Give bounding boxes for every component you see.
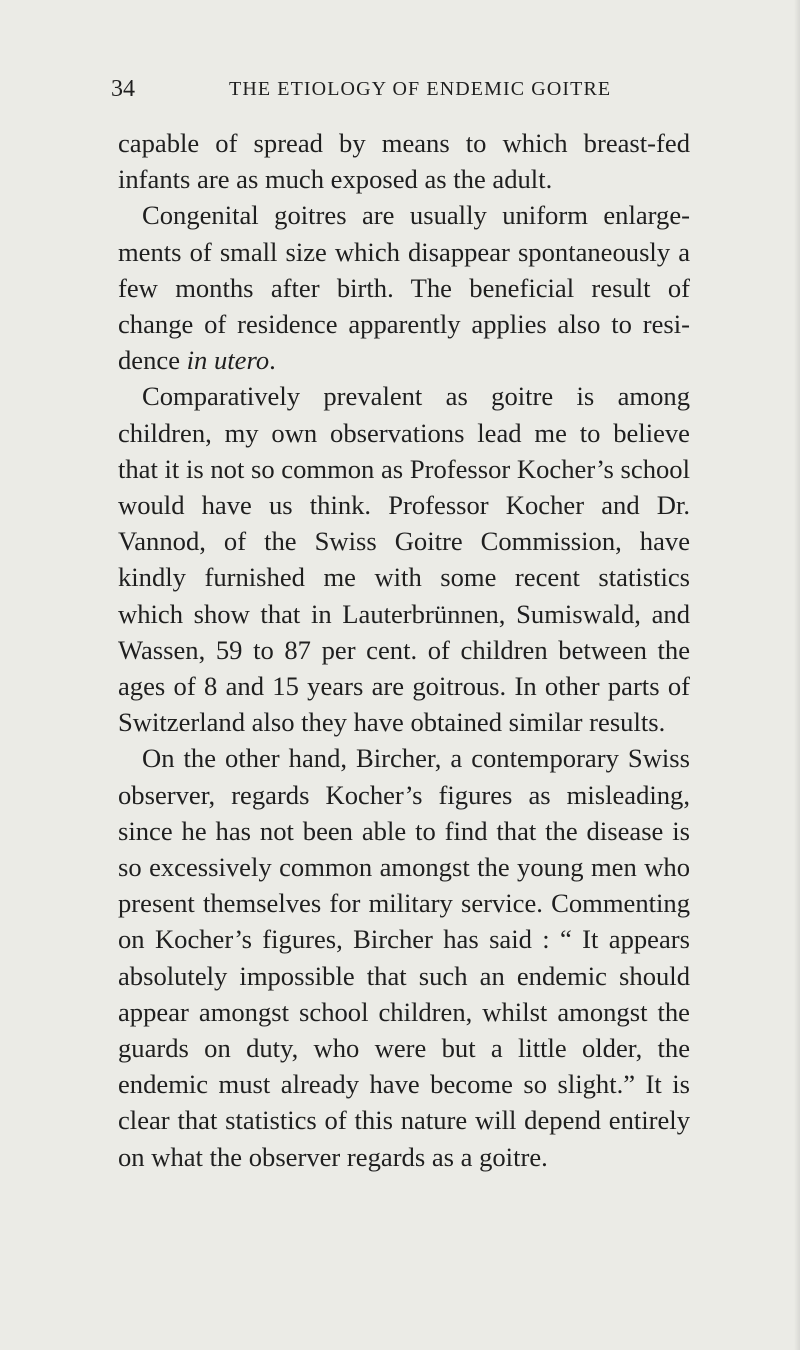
page-number: 34 — [111, 76, 135, 102]
paragraph-3: Comparatively prevalent as goitre is among children, my own observations lead me to believe that it is not so common as Professor Kocher’s school would have us think. Professor Kocher and Dr. Vannod, of the Swiss Goitre Commission, have kindly furnished me with some recent statistics which show that in Lauterbrünnen, Sumiswald, and Wassen, 59 to 87 per cent. of children between the ages of 8 and 15 years are goitrous. In other parts of Switzerland also they have obtained similar results. — [118, 381, 690, 738]
running-title: THE ETIOLOGY OF ENDEMIC GOITRE — [229, 78, 612, 100]
page-edge-shadow — [794, 0, 800, 1350]
paragraph-1: capable of spread by means to which breast-fed infants are as much exposed as the adult. — [118, 128, 690, 195]
page-header — [111, 76, 691, 110]
paragraph-4: On the other hand, Bircher, a contemporary Swiss observer, regards Kocher’s figures as misleading, since he has not been able to find that the disease is so excessively common amongst the young men who present themselves for military service. Commenting on Kocher’s figures, Bircher has said : “ It appears absolutely impossible that such an endemic should appear amongst school children, whilst amongst the guards on duty, who were but a little older, the endemic must already have become so slight.” It is clear that statistics of this nature will depend entirely on what the observer regards as a goitre. — [118, 743, 690, 1172]
paragraph-2 — [118, 197, 690, 378]
paragraph-2-end: . — [269, 345, 276, 376]
paragraph-2-text: Congenital goitres are usually uniform enlargements of small size which disappear spontaneously a few months after birth. The beneficial result of change of residence apparently applies also to residence — [118, 200, 690, 376]
body-text — [118, 125, 690, 1175]
italic-phrase: in utero — [186, 345, 270, 376]
